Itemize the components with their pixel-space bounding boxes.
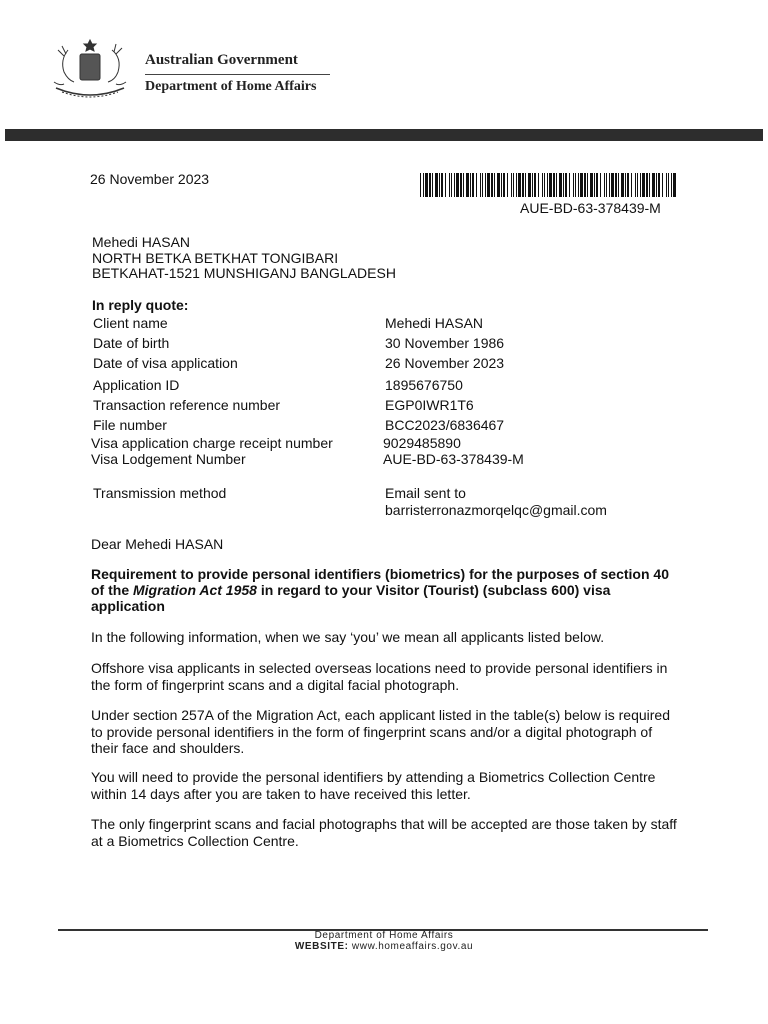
paragraph: The only fingerprint scans and facial photographs that will be accepted are those taken by staff at a Biometrics Collection Centre. <box>91 816 677 849</box>
barcode <box>420 173 676 197</box>
header-band <box>5 129 763 141</box>
address-line: NORTH BETKA BETKHAT TONGIBARI <box>92 249 339 266</box>
address-line: Mehedi HASAN <box>92 234 191 250</box>
header-divider <box>145 74 330 75</box>
subject-part2: in regard to your Visitor (Tourist) (subclass 600) visa application <box>91 582 611 614</box>
detail-value-dob: 30 November 1986 <box>385 335 505 351</box>
salutation: Dear Mehedi HASAN <box>91 536 224 552</box>
detail-label-dob: Date of birth <box>93 335 170 351</box>
transmission-value-line1: Email sent to <box>385 485 466 501</box>
transmission-email: barristerronazmorqelqc@gmail.com <box>385 502 607 518</box>
detail-label-application-date: Date of visa application <box>93 355 238 371</box>
detail-value-application-id: 1895676750 <box>385 377 463 393</box>
detail-value-receipt-number: 9029485890 <box>383 435 461 451</box>
reply-quote-heading: In reply quote: <box>92 297 189 313</box>
detail-value-lodgement-number: AUE-BD-63-378439-M <box>383 451 524 467</box>
paragraph: Offshore visa applicants in selected overseas locations need to provide personal identifiers in the form of fingerprint scans and a digital facial photograph. <box>91 660 668 693</box>
subject-act: Migration Act 1958 <box>133 582 257 598</box>
detail-label-client-name: Client name <box>93 315 168 331</box>
subject-part1: Requirement to provide personal identifiers (biometrics) for the purposes of section 40 of the <box>91 566 669 598</box>
address-line: BETKAHAT-1521 MUNSHIGANJ BANGLADESH <box>92 265 396 281</box>
paragraph: In the following information, when we say ‘you’ we mean all applicants listed below. <box>91 629 605 645</box>
transmission-label: Transmission method <box>93 485 227 501</box>
government-name: Australian Government <box>145 52 298 68</box>
detail-label-receipt-number: Visa application charge receipt number <box>91 435 333 451</box>
detail-value-client-name: Mehedi HASAN <box>385 315 484 331</box>
letter-subject <box>91 566 681 614</box>
paragraph: Under section 257A of the Migration Act, each applicant listed in the table(s) below is required to provide personal identifiers in the form of fingerprint scans and/or a digital photograph of their face and shoulders. <box>91 707 670 756</box>
detail-value-transaction-ref: EGP0IWR1T6 <box>385 397 474 413</box>
reference-code: AUE-BD-63-378439-M <box>520 200 661 216</box>
footer-website-label: WEBSITE: <box>294 941 349 952</box>
paragraph: You will need to provide the personal identifiers by attending a Biometrics Collection Centre within 14 days after you are taken to have received this letter. <box>91 769 656 802</box>
detail-label-lodgement-number: Visa Lodgement Number <box>91 451 246 467</box>
detail-value-application-date: 26 November 2023 <box>385 355 505 371</box>
department-name: Department of Home Affairs <box>145 79 317 94</box>
detail-label-file-number: File number <box>93 417 167 433</box>
detail-label-transaction-ref: Transaction reference number <box>93 397 281 413</box>
footer-website-link[interactable]: www.homeaffairs.gov.au <box>351 941 474 952</box>
coat-of-arms-logo <box>46 36 134 104</box>
footer-website <box>0 941 768 952</box>
recipient-address <box>92 235 396 282</box>
detail-value-file-number: BCC2023/6836467 <box>385 417 505 433</box>
footer-department: Department of Home Affairs <box>314 930 454 941</box>
detail-label-application-id: Application ID <box>93 377 180 393</box>
letter-date: 26 November 2023 <box>90 171 210 187</box>
